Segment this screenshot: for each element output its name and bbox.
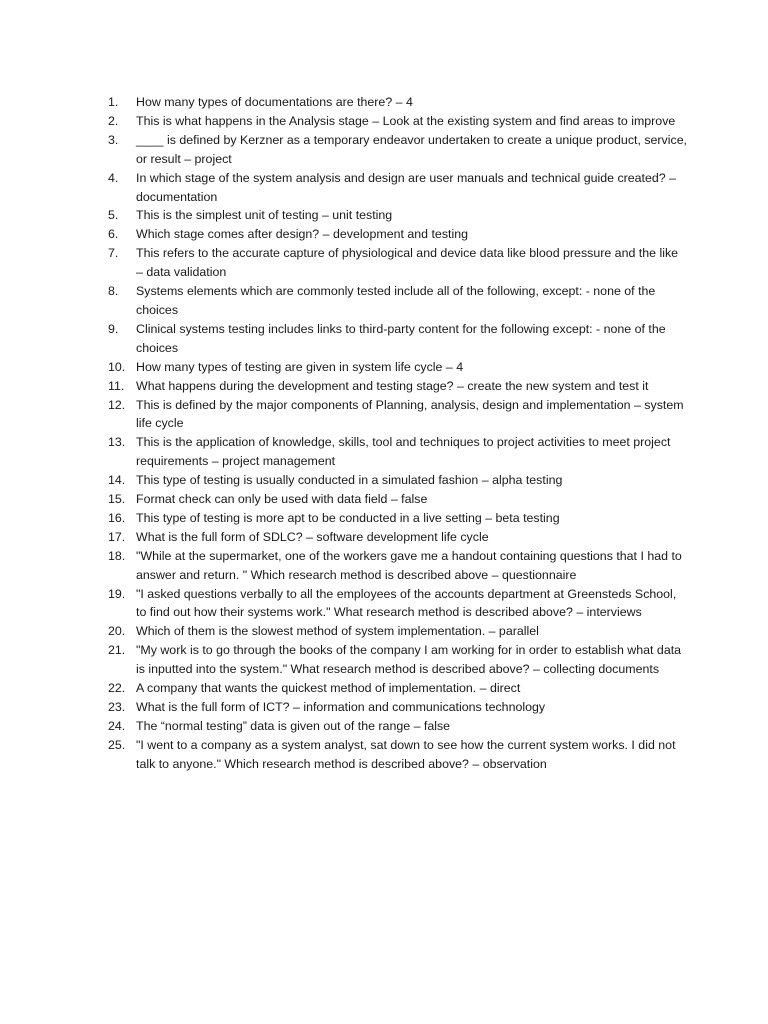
- item-number: 12.: [108, 397, 126, 412]
- item-number: 14.: [108, 473, 126, 488]
- item-text: This type of testing is usually conducted in a simulated fashion – alpha testing: [136, 473, 563, 488]
- item-number: 24.: [108, 718, 126, 733]
- list-item: [108, 225, 688, 244]
- item-number: 25.: [108, 737, 126, 752]
- list-item: [108, 131, 688, 169]
- item-number: 22.: [108, 681, 126, 696]
- item-number: 20.: [108, 624, 126, 639]
- list-item: [108, 528, 688, 547]
- item-number: 10.: [108, 359, 126, 374]
- list-item: [108, 471, 688, 490]
- item-text: "I went to a company as a system analyst, sat down to see how the current system works. I did not talk to anyone." Which research method is described above? – observation: [136, 737, 676, 771]
- item-number: 4.: [108, 170, 119, 185]
- list-item: [108, 169, 688, 207]
- item-text: This type of testing is more apt to be conducted in a live setting – beta testing: [136, 510, 560, 525]
- item-number: 3.: [108, 132, 119, 147]
- item-number: 1.: [108, 95, 119, 109]
- list-item: [108, 358, 688, 377]
- item-text: The “normal testing” data is given out of the range – false: [136, 718, 451, 733]
- item-number: 21.: [108, 643, 126, 658]
- list-item: [108, 698, 688, 717]
- item-number: 18.: [108, 548, 126, 563]
- list-item: [108, 320, 688, 358]
- item-text: "I asked questions verbally to all the employees of the accounts department at Greensteds School, to find out how their systems work." What research method is described above? – interviews: [136, 586, 677, 620]
- list-item: [108, 622, 688, 641]
- item-text: What happens during the development and testing stage? – create the new system and test it: [136, 378, 649, 393]
- list-item: [108, 547, 688, 585]
- item-text: Format check can only be used with data field – false: [136, 492, 428, 507]
- item-text: "My work is to go through the books of the company I am working for in order to establish what data is inputted into the system." What research method is described above? – collecting documents: [136, 643, 682, 677]
- item-text: "While at the supermarket, one of the workers gave me a handout containing questions that I had to answer and return. " Which research method is described above – questionnaire: [136, 548, 682, 582]
- item-text: What is the full form of SDLC? – software development life cycle: [136, 529, 489, 544]
- item-text: This is the application of knowledge, skills, tool and techniques to project activities to meet project requirements – project management: [136, 435, 671, 469]
- item-text: Which stage comes after design? – development and testing: [136, 227, 468, 242]
- item-text: Which of them is the slowest method of system implementation. – parallel: [136, 624, 539, 639]
- item-text: Systems elements which are commonly tested include all of the following, except: - none of the choices: [136, 284, 656, 317]
- item-number: 15.: [108, 492, 126, 507]
- item-number: 13.: [108, 435, 126, 450]
- question-answer-list: [108, 93, 688, 774]
- item-number: 9.: [108, 321, 119, 336]
- item-text: ____ is defined by Kerzner as a temporary endeavor undertaken to create a unique product, service, or result – project: [136, 132, 688, 166]
- list-item: [108, 490, 688, 509]
- item-text: This refers to the accurate capture of physiological and device data like blood pressure and the like – data validation: [136, 246, 679, 280]
- item-number: 16.: [108, 510, 126, 525]
- list-item: [108, 93, 688, 112]
- item-text: A company that wants the quickest method of implementation. – direct: [136, 681, 521, 696]
- list-item: [108, 377, 688, 396]
- list-item: [108, 433, 688, 471]
- list-item: [108, 641, 688, 679]
- list-item: [108, 679, 688, 698]
- list-item: [108, 509, 688, 528]
- item-text: This is defined by the major components of Planning, analysis, design and implementation – system life cycle: [136, 397, 684, 431]
- item-number: 2.: [108, 113, 119, 128]
- item-text: Clinical systems testing includes links to third-party content for the following except: - none of the choices: [136, 321, 666, 355]
- list-item: [108, 112, 688, 131]
- item-number: 6.: [108, 227, 119, 242]
- list-item: [108, 717, 688, 736]
- item-number: 5.: [108, 208, 119, 223]
- item-number: 8.: [108, 284, 119, 299]
- item-number: 17.: [108, 529, 126, 544]
- item-text: In which stage of the system analysis and design are user manuals and technical guide created? – documentation: [136, 170, 677, 204]
- item-text: This is what happens in the Analysis stage – Look at the existing system and find areas to improve: [136, 113, 676, 128]
- item-text: This is the simplest unit of testing – unit testing: [136, 208, 393, 223]
- item-number: 19.: [108, 586, 126, 601]
- item-number: 23.: [108, 700, 126, 714]
- list-item: [108, 736, 688, 774]
- item-number: 7.: [108, 246, 119, 261]
- item-text: What is the full form of ICT? – information and communications technology: [136, 700, 546, 714]
- list-item: [108, 396, 688, 434]
- list-item: [108, 585, 688, 623]
- item-number: 11.: [108, 378, 125, 393]
- list-item: [108, 244, 688, 282]
- list-item: [108, 282, 688, 320]
- item-text: How many types of testing are given in system life cycle – 4: [136, 359, 464, 374]
- list-item: [108, 206, 688, 225]
- item-text: How many types of documentations are there? – 4: [136, 95, 413, 109]
